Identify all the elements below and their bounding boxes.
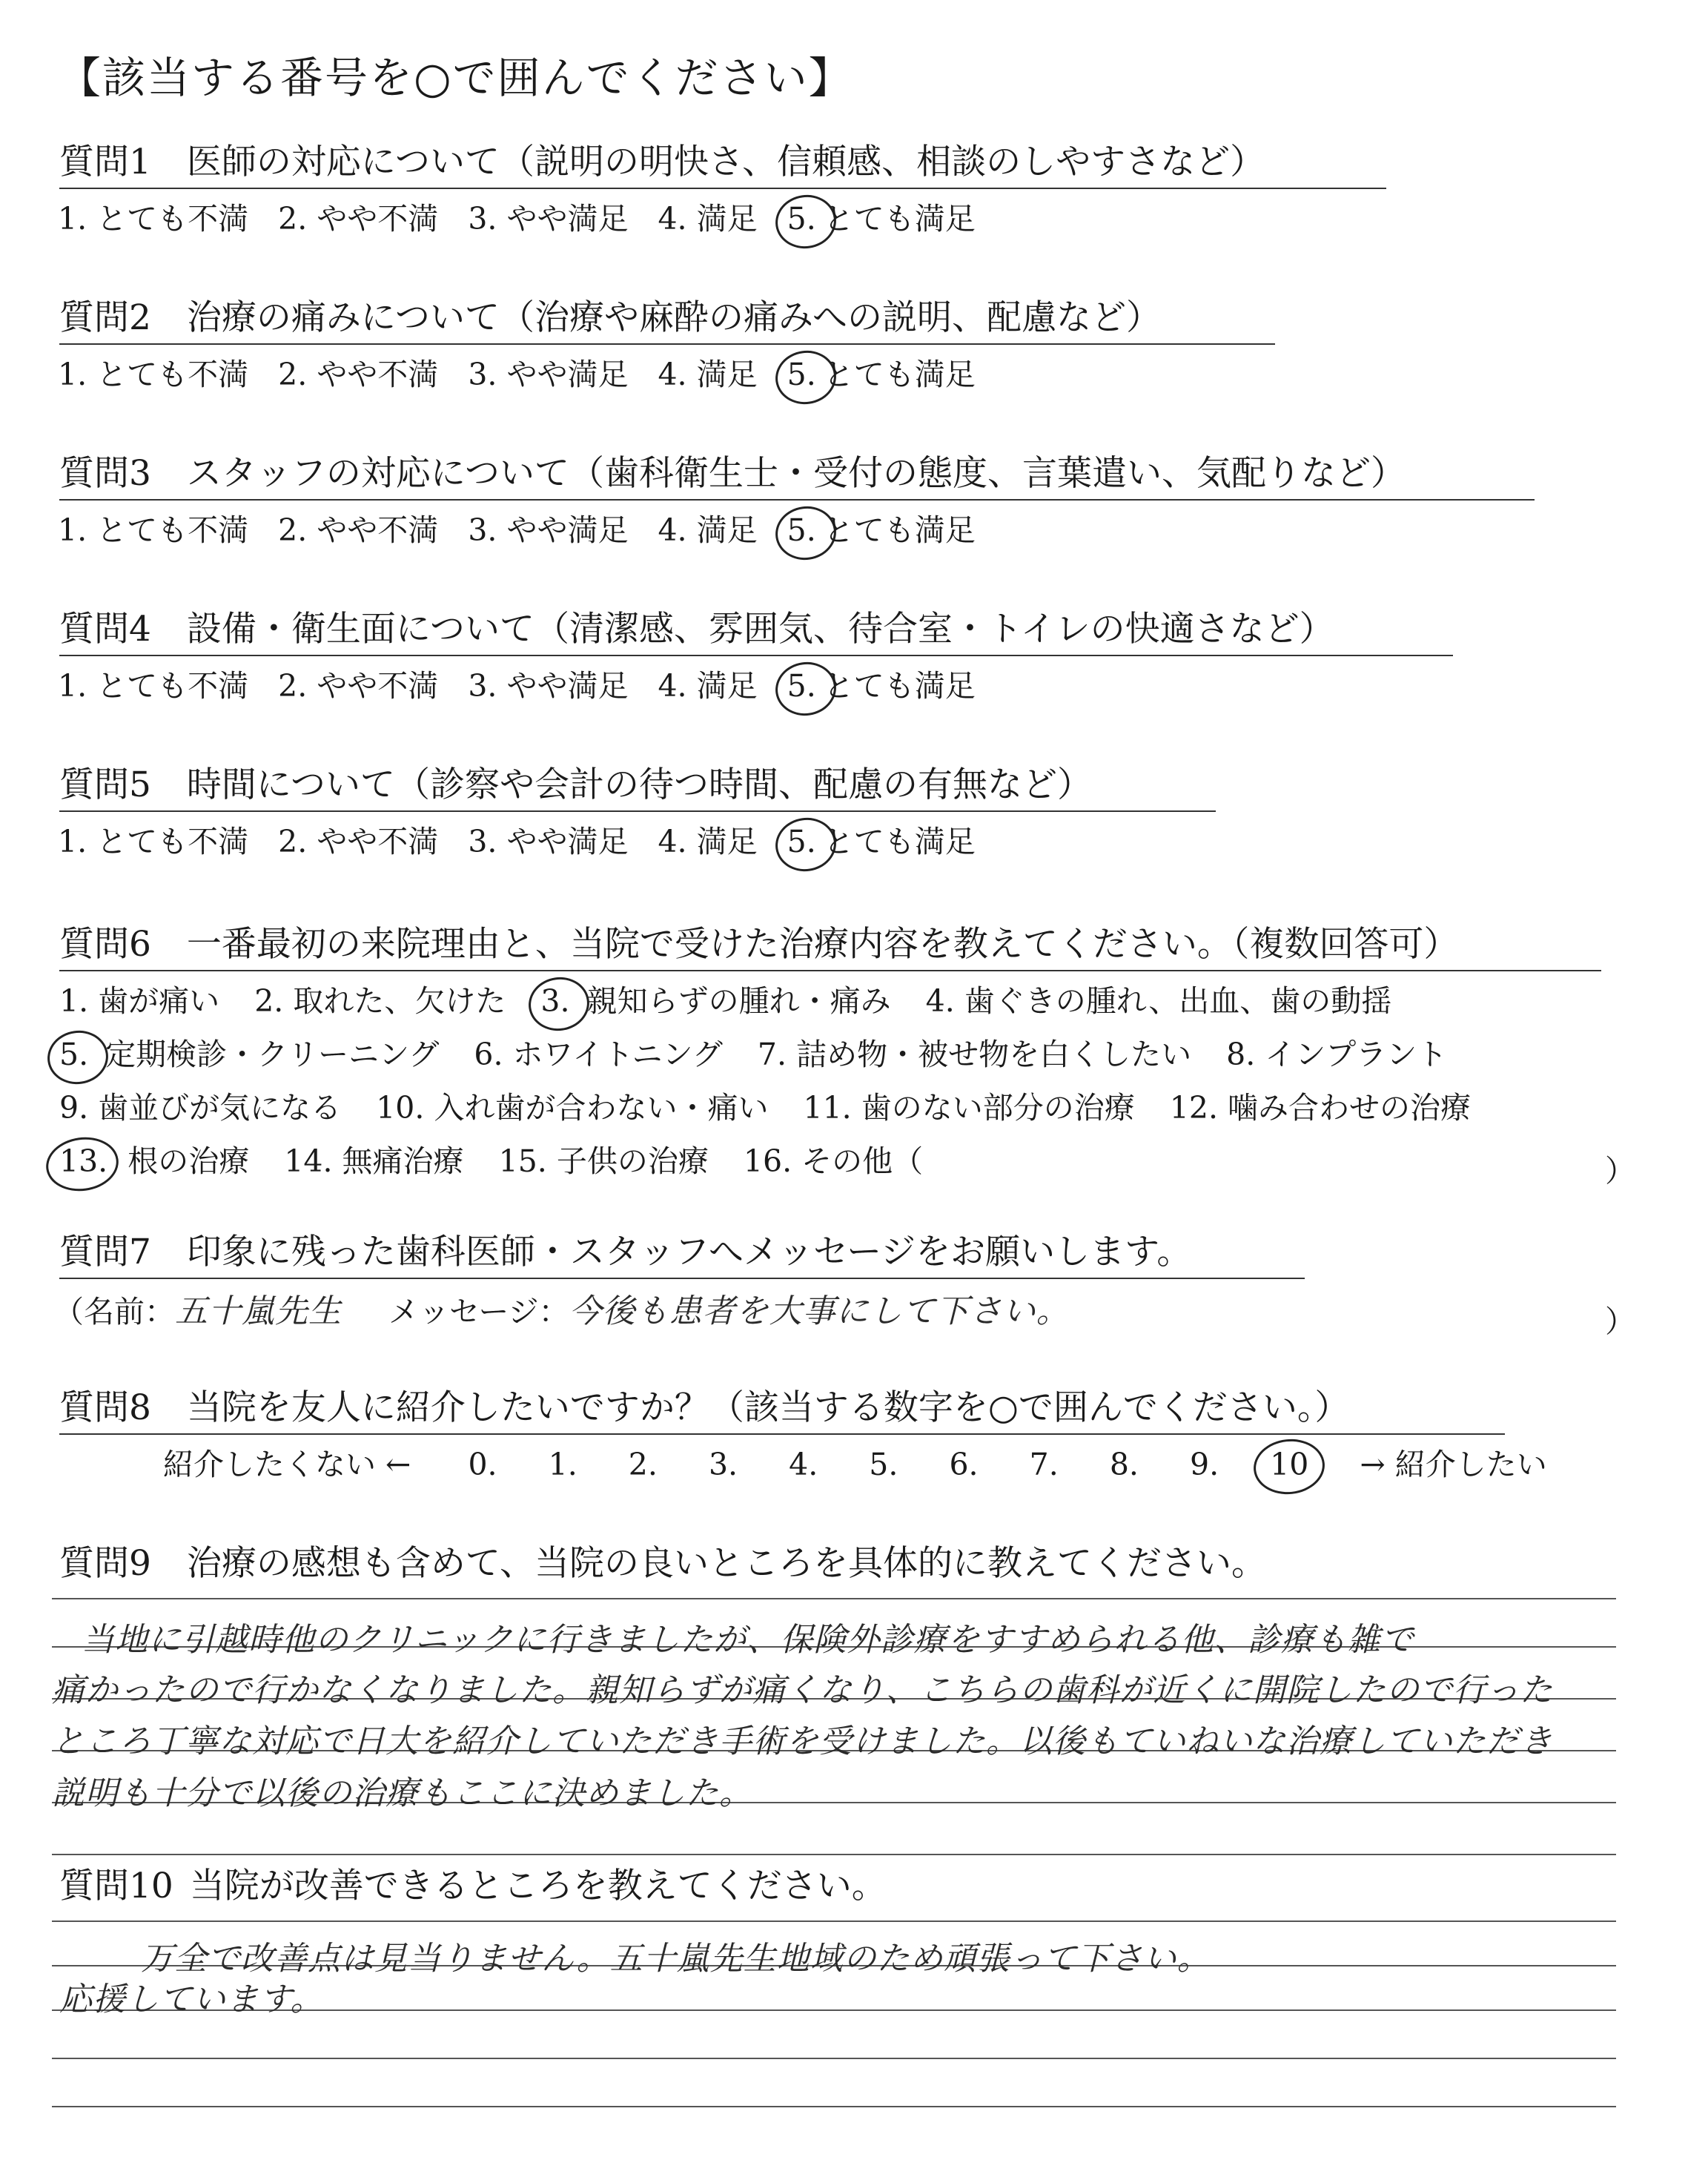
- message-label: メッセージ：: [388, 1294, 569, 1330]
- rating-option-5[interactable]: [787, 668, 816, 704]
- option-9[interactable]: 9. 歯並びが気になる: [59, 1090, 342, 1126]
- option-3[interactable]: [540, 983, 570, 1019]
- option-12[interactable]: 12. 噛み合わせの治療: [1169, 1090, 1472, 1126]
- underline: [59, 810, 1216, 812]
- option-10[interactable]: 10. 入れ歯が合わない・痛い: [376, 1090, 769, 1126]
- question-title: [59, 1232, 1192, 1272]
- option-8[interactable]: 8. インプラント: [1226, 1037, 1448, 1072]
- option-2[interactable]: 2. 取れた、欠けた: [254, 983, 506, 1019]
- scale-right-label: → 紹介したい: [1360, 1447, 1547, 1482]
- option-number-circled: 5.: [59, 1037, 89, 1072]
- option-4[interactable]: 4. 歯ぐきの腫れ、出血、歯の動揺: [925, 983, 1392, 1019]
- rating-option-3[interactable]: 3. やや満足: [468, 668, 629, 704]
- question-number: 質問10: [59, 1866, 173, 1906]
- underline: [59, 1433, 1505, 1435]
- rating-option-2[interactable]: 2. やや不満: [278, 512, 439, 548]
- question-title: [59, 453, 1406, 494]
- rating-option-2[interactable]: 2. やや不満: [278, 201, 439, 237]
- question-text: 医師の対応について（説明の明快さ、信頼感、相談のしやすさなど）: [186, 142, 1265, 182]
- option-13[interactable]: [59, 1143, 108, 1179]
- option-11[interactable]: 11. 歯のない部分の治療: [803, 1090, 1135, 1126]
- question-text: 時間について（診察や会計の待つ時間、配慮の有無など）: [186, 764, 1092, 805]
- scale-10[interactable]: 10: [1270, 1447, 1309, 1482]
- scale-6[interactable]: 6.: [949, 1447, 979, 1482]
- option-5[interactable]: [59, 1037, 89, 1072]
- question-text: スタッフの対応について（歯科衛生士・受付の態度、言葉遣い、気配りなど）: [186, 453, 1406, 494]
- rating-option-2[interactable]: 2. やや不満: [278, 668, 439, 704]
- rating-option-1[interactable]: 1. とても不満: [58, 357, 249, 392]
- rating-option-2[interactable]: 2. やや不満: [278, 824, 439, 859]
- question-number: 質問7: [59, 1232, 151, 1272]
- answer-line: [52, 2058, 1616, 2059]
- rating-option-3[interactable]: 3. やや満足: [468, 824, 629, 859]
- option-number-circled: 5.: [787, 357, 816, 392]
- rating-option-4[interactable]: 4. 満足: [658, 357, 758, 392]
- scale-1[interactable]: 1.: [548, 1447, 577, 1482]
- answer-line: [52, 1598, 1616, 1599]
- option-3-label: 親知らずの腫れ・痛み: [586, 983, 891, 1019]
- option-16[interactable]: 16. その他（: [743, 1143, 924, 1179]
- option-number-circled: 5.: [787, 824, 816, 859]
- rating-option-5-label: とても満足: [823, 824, 976, 859]
- scale-7[interactable]: 7.: [1029, 1447, 1059, 1482]
- q10-answer-line-2: 応援しています。: [59, 1981, 324, 2018]
- question-title: [59, 1543, 1266, 1584]
- q9-answer-line-3: ところ丁寧な対応で日大を紹介していただき手術を受けました。以後もていねいな治療していただき: [52, 1723, 1553, 1760]
- message-row: [53, 1294, 1070, 1330]
- recommend-scale: [163, 1447, 1589, 1482]
- question-number: 質問8: [59, 1387, 151, 1428]
- scale-9[interactable]: 9.: [1189, 1447, 1219, 1482]
- question-title: [59, 764, 1092, 805]
- underline: [59, 343, 1275, 345]
- question-text: 設備・衛生面について（清潔感、雰囲気、待合室・トイレの快適さなど）: [186, 609, 1334, 650]
- question-number: 質問1: [59, 142, 151, 182]
- name-label: （名前：: [53, 1294, 175, 1330]
- question-title: [59, 142, 1265, 182]
- option-6[interactable]: 6. ホワイトニング: [474, 1037, 723, 1072]
- rating-option-5-label: とても満足: [823, 201, 976, 237]
- scale-4[interactable]: 4.: [789, 1447, 818, 1482]
- option-14[interactable]: 14. 無痛治療: [284, 1143, 464, 1179]
- message-field[interactable]: 今後も患者を大事にして下さい。: [569, 1292, 1070, 1330]
- question-text: 治療の感想も含めて、当院の良いところを具体的に教えてください。: [186, 1543, 1266, 1584]
- scale-5[interactable]: 5.: [869, 1447, 898, 1482]
- rating-options: [58, 824, 1005, 859]
- option-number-circled: 5.: [787, 668, 816, 704]
- underline: [59, 655, 1453, 656]
- rating-option-4[interactable]: 4. 満足: [658, 201, 758, 237]
- question-title: [59, 1866, 887, 1906]
- option-1[interactable]: 1. 歯が痛い: [59, 983, 220, 1019]
- question-title: [59, 609, 1334, 650]
- rating-option-4[interactable]: 4. 満足: [658, 668, 758, 704]
- answer-line: [52, 1854, 1616, 1855]
- close-paren: ）: [1605, 1304, 1635, 1339]
- scale-left-label: 紹介したくない ←: [163, 1447, 411, 1482]
- question-text: 治療の痛みについて（治療や麻酔の痛みへの説明、配慮など）: [186, 297, 1162, 338]
- q9-answer-line-4: 説明も十分で以後の治療もここに決めました。: [52, 1774, 752, 1812]
- question-number: 質問3: [59, 453, 151, 494]
- rating-option-5[interactable]: [787, 357, 816, 392]
- name-field[interactable]: 五十嵐先生: [175, 1292, 342, 1330]
- rating-option-5-label: とても満足: [823, 357, 976, 392]
- scale-3[interactable]: 3.: [708, 1447, 738, 1482]
- rating-option-5[interactable]: [787, 512, 816, 548]
- option-number-circled: 3.: [540, 983, 570, 1019]
- rating-option-5-label: とても満足: [823, 512, 976, 548]
- question-title: [59, 924, 1459, 965]
- rating-option-5-label: とても満足: [823, 668, 976, 704]
- rating-option-2[interactable]: 2. やや不満: [278, 357, 439, 392]
- option-row-1: [59, 983, 1417, 1019]
- answer-line: [52, 2106, 1616, 2107]
- option-row-3: [59, 1090, 1496, 1126]
- rating-option-5[interactable]: [787, 201, 816, 237]
- underline: [59, 188, 1386, 189]
- rating-option-1[interactable]: 1. とても不満: [58, 824, 249, 859]
- question-title: [59, 1387, 1350, 1428]
- question-title: [59, 297, 1162, 338]
- rating-options: [58, 201, 1005, 237]
- rating-option-4[interactable]: 4. 満足: [658, 512, 758, 548]
- scale-2[interactable]: 2.: [628, 1447, 658, 1482]
- rating-option-3[interactable]: 3. やや満足: [468, 357, 629, 392]
- rating-options: [58, 357, 1005, 392]
- scale-0[interactable]: 0.: [468, 1447, 497, 1482]
- option-7[interactable]: 7. 詰め物・被せ物を白くしたい: [757, 1037, 1192, 1072]
- rating-option-1[interactable]: 1. とても不満: [58, 668, 249, 704]
- option-5-label: 定期検診・クリーニング: [105, 1037, 440, 1072]
- option-15[interactable]: 15. 子供の治療: [498, 1143, 709, 1179]
- page-heading: 【該当する番号を○で囲んでください】: [58, 53, 853, 103]
- question-text: 当院を友人に紹介したいですか？（該当する数字を○で囲んでください。）: [186, 1387, 1350, 1428]
- option-number-circled: 5.: [787, 512, 816, 548]
- q10-answer-line-1: 万全で改善点は見当りません。五十嵐先生地域のため頑張って下さい。: [141, 1940, 1211, 1978]
- answer-line: [52, 1920, 1616, 1922]
- question-number: 質問4: [59, 609, 151, 650]
- option-row-2: [59, 1037, 1472, 1072]
- question-number: 質問2: [59, 297, 151, 338]
- rating-option-1[interactable]: 1. とても不満: [58, 512, 249, 548]
- rating-options: [58, 668, 1005, 704]
- rating-option-1[interactable]: 1. とても不満: [58, 201, 249, 237]
- rating-options: [58, 512, 1005, 548]
- question-text: 一番最初の来院理由と、当院で受けた治療内容を教えてください。（複数回答可）: [186, 924, 1459, 965]
- question-number: 質問5: [59, 764, 151, 805]
- option-number-circled: 5.: [787, 201, 816, 237]
- option-row-4: [59, 1143, 948, 1179]
- question-number: 質問9: [59, 1543, 151, 1584]
- rating-option-3[interactable]: 3. やや満足: [468, 512, 629, 548]
- rating-option-5[interactable]: [787, 824, 816, 859]
- question-text: 当院が改善できるところを教えてください。: [189, 1866, 887, 1906]
- rating-option-3[interactable]: 3. やや満足: [468, 201, 629, 237]
- option-13-label: 根の治療: [128, 1143, 250, 1179]
- option-number-circled: 13.: [59, 1143, 108, 1179]
- rating-option-4[interactable]: 4. 満足: [658, 824, 758, 859]
- q9-answer-line-1: 当地に引越時他のクリニックに行きましたが、保険外診療をすすめられる他、診療も雑で: [82, 1621, 1414, 1659]
- close-paren: ）: [1605, 1153, 1635, 1189]
- underline: [59, 970, 1601, 971]
- q9-answer-line-2: 痛かったので行かなくなりました。親知らずが痛くなり、こちらの歯科が近くに開院したので行った: [52, 1671, 1553, 1709]
- underline: [59, 1278, 1305, 1279]
- question-number: 質問6: [59, 924, 151, 965]
- scale-8[interactable]: 8.: [1109, 1447, 1139, 1482]
- underline: [59, 499, 1535, 501]
- question-text: 印象に残った歯科医師・スタッフへメッセージをお願いします。: [186, 1232, 1192, 1272]
